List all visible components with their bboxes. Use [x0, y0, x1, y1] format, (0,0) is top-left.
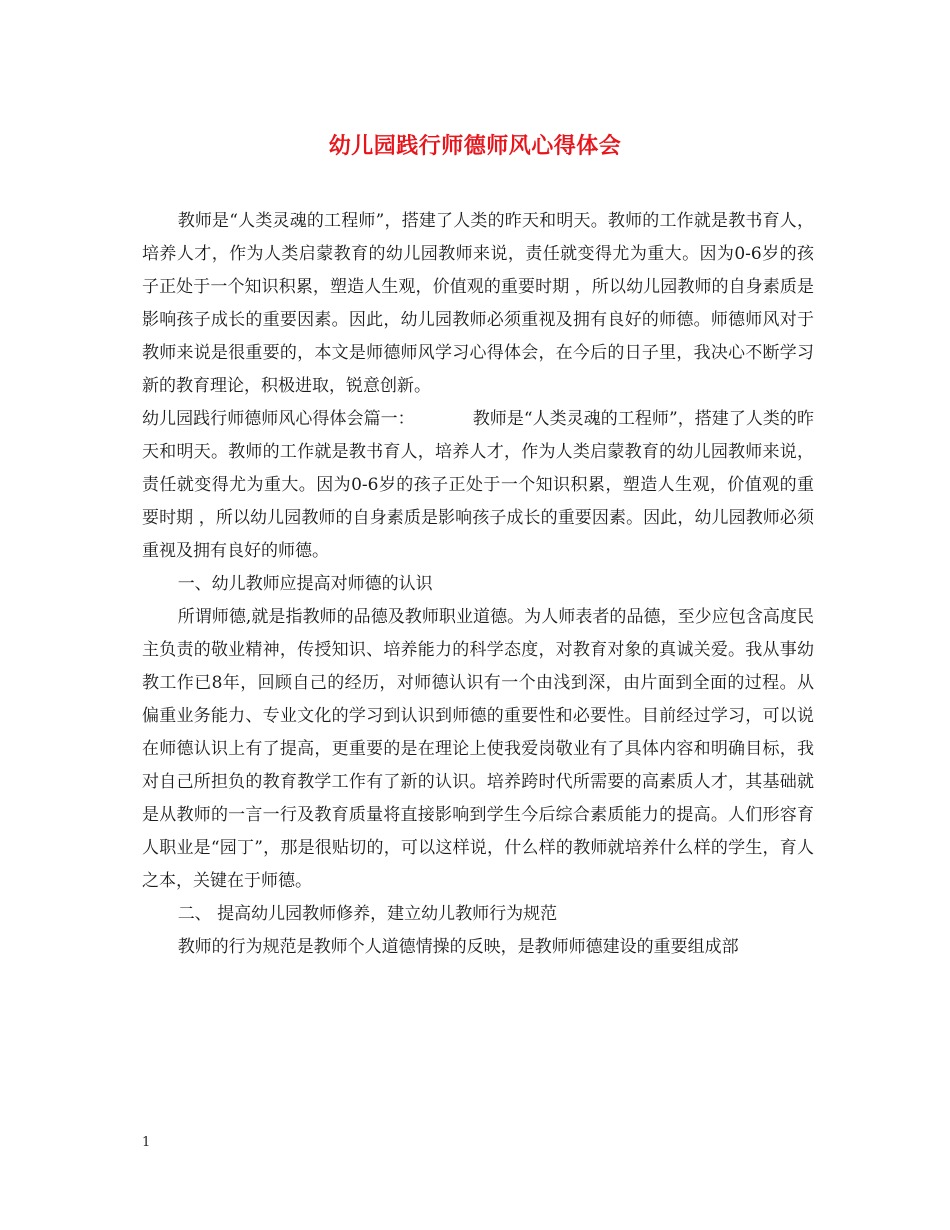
part1-paragraph: [142, 403, 814, 568]
intro-paragraph: 教师是“人类灵魂的工程师”，搭建了人类的昨天和明天。教师的工作就是教书育人，培养人才，作为人类启蒙教育的幼儿园教师来说，责任就变得尤为重大。因为0-6岁的孩子正处于一个知识积累，塑造人生观，价值观的重要时期 ，所以幼儿园教师的自身素质是影响孩子成长的重要因素。因此，幼儿园教师必须重视及拥有良好的师德。师德师风对于教师来说是很重要的，本文是师德师风学习心得体会，在今后的日子里，我决心不断学习新的教育理论，积极进取，锐意创新。: [142, 211, 814, 396]
document-body: [142, 205, 814, 964]
section1-heading: 一、幼儿教师应提高对师德的认识: [177, 574, 433, 594]
section2-heading: 二、 提高幼儿园教师修养，建立幼儿教师行为规范: [177, 904, 558, 924]
page-number: 1: [142, 1135, 151, 1150]
part1-body: 教师是“人类灵魂的工程师”，搭建了人类的昨天和明天。教师的工作就是教书育人，培养人才，作为人类启蒙教育的幼儿园教师来说，责任就变得尤为重大。因为0-6岁的孩子正处于一个知识积累，塑造人生观，价值观的重要时期 ，所以幼儿园教师的自身素质是影响孩子成长的重要因素。因此，幼儿园教师必须重视及拥有良好的师德。: [142, 409, 814, 561]
document-title: 幼儿园践行师德师风心得体会: [328, 133, 622, 159]
section1-paragraph: 所谓师德,就是指教师的品德及教师职业道德。为人师表者的品德，至少应包含高度民主负责的敬业精神，传授知识、培养能力的科学态度，对教育对象的真诚关爱。我从事幼教工作已8年，回顾自己的经历，对师德认识有一个由浅到深，由片面到全面的过程。从偏重业务能力、专业文化的学习到认识到师德的重要性和必要性。目前经过学习，可以说在师德认识上有了提高，更重要的是在理论上使我爱岗敬业有了具体内容和明确目标，我对自己所担负的教育教学工作有了新的认识。培养跨时代所需要的高素质人才，其基础就是从教师的一言一行及教育质量将直接影响到学生今后综合素质能力的提高。人们形容育人职业是“园丁”，那是很贴切的，可以这样说，什么样的教师就培养什么样的学生，育人之本，关键在于师德。: [142, 607, 814, 891]
part1-heading: 幼儿园践行师德师风心得体会篇一：: [142, 409, 415, 429]
section2-paragraph: 教师的行为规范是教师个人道德情操的反映，是教师师德建设的重要组成部: [177, 937, 739, 957]
